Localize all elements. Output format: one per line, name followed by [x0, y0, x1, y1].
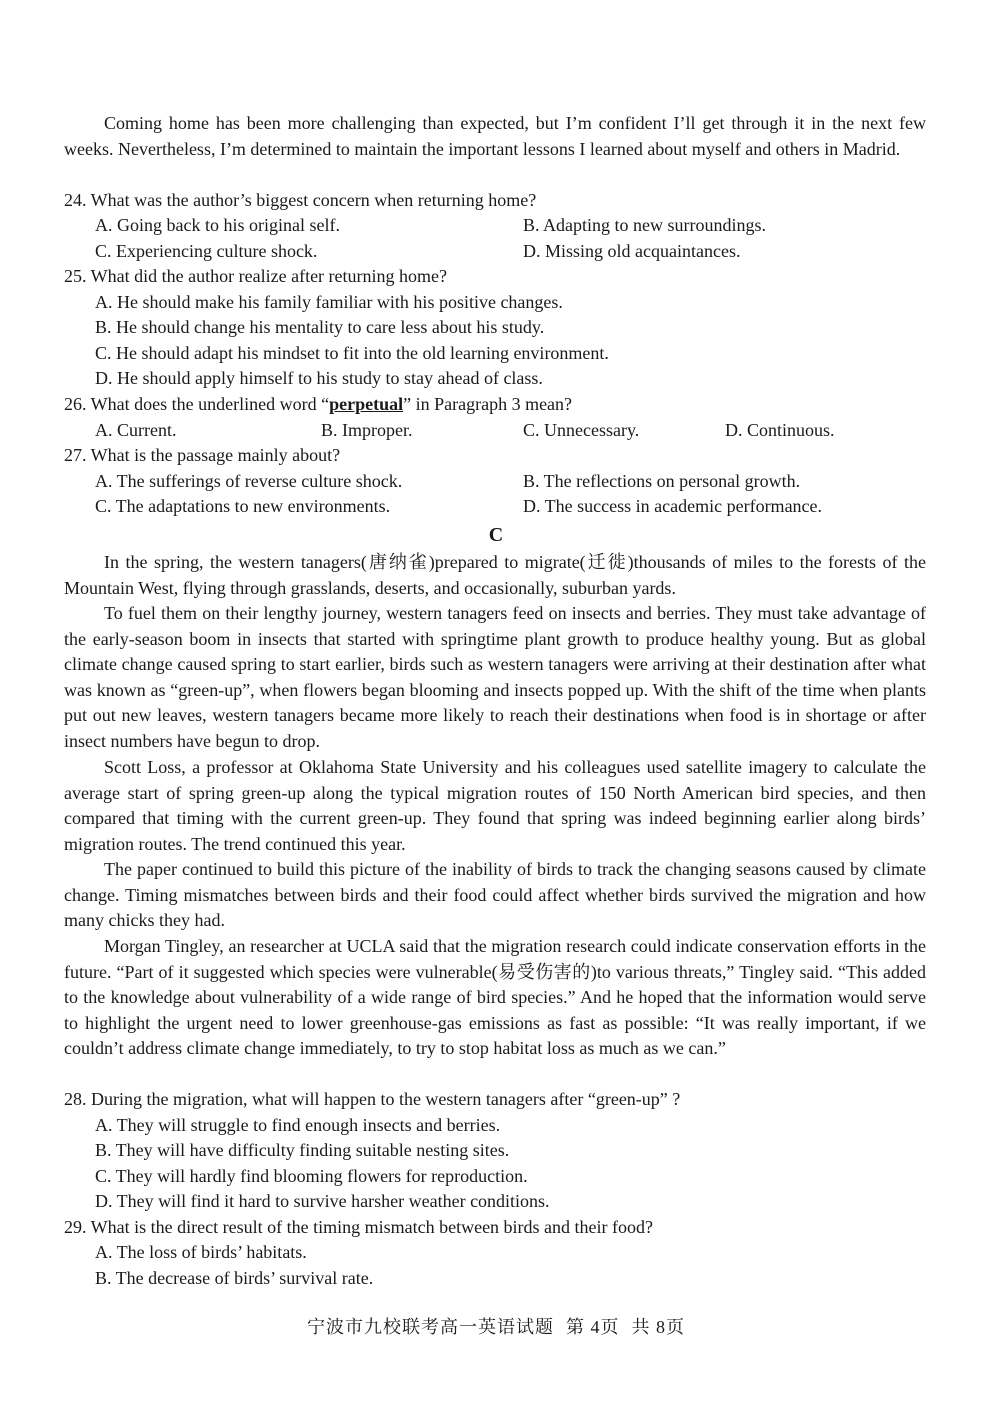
q26-option-a: A. Current.	[95, 420, 177, 440]
q29-option-b: B. The decrease of birds’ survival rate.	[95, 1268, 374, 1288]
q27-option-a: A. The sufferings of reverse culture shock.	[95, 471, 403, 491]
q24-option-a: A. Going back to his original self.	[95, 215, 340, 235]
passage-c-paragraph-5: Morgan Tingley, an researcher at UCLA said that the migration research could indicate conservation efforts in the future. “Part of it suggested which species were vulnerable(易受伤害的)to various threats,” Tingley said. “This added to the knowledge about vulnerability of a wide range of bird species.” And he hoped that the information would serve to highlight the urgent need to lower greenhouse-gas emissions as fast as possible: “It was really important, if we couldn’t address climate change immediately, to try to stop habitat loss as much as we can.”	[64, 936, 926, 1059]
q26-option-b: B. Improper.	[321, 420, 413, 440]
q27-option-b: B. The reflections on personal growth.	[523, 471, 801, 491]
q24-option-d: D. Missing old acquaintances.	[523, 241, 741, 261]
footer-total-pages: 共 8页	[631, 1317, 685, 1337]
q28-option-c: C. They will hardly find blooming flowers for reproduction.	[95, 1166, 528, 1186]
passage-b-closing-paragraph: Coming home has been more challenging than expected, but I’m confident I’ll get through it in the next few weeks. Nevertheless, I’m determined to maintain the important lessons I learned about myself and others in Madrid.	[64, 113, 926, 159]
footer-exam-title: 宁波市九校联考高一英语试题	[307, 1317, 554, 1337]
q27-option-c: C. The adaptations to new environments.	[95, 496, 391, 516]
passage-c-paragraph-1: In the spring, the western tanagers(唐纳雀)prepared to migrate(迁徙)thousands of miles to the forests of the Mountain West, flying through grasslands, deserts, and occasionally, suburban yards.	[64, 552, 926, 598]
page-footer	[0, 1315, 992, 1339]
q27-option-d: D. The success in academic performance.	[523, 496, 823, 516]
question-26	[64, 392, 572, 417]
q26-prefix: 26. What does the underlined word “	[64, 394, 330, 414]
q24-option-b: B. Adapting to new surroundings.	[523, 215, 766, 235]
q28-option-d: D. They will find it hard to survive harsher weather conditions.	[95, 1191, 550, 1211]
passage-c-paragraph-2: To fuel them on their lengthy journey, western tanagers feed on insects and berries. They must take advantage of the early-season boom in insects that started with springtime plant growth to produce healthy young. But as global climate change caused spring to start earlier, birds such as western tanagers were arriving at their destination after what was known as “green-up”, when flowers began blooming and insects popped up. With the shift of the time when plants put out new leaves, western tanagers became more likely to reach their destinations when food is in shortage or after insect numbers have begun to drop.	[64, 603, 926, 751]
q25-option-d: D. He should apply himself to his study to stay ahead of class.	[95, 368, 543, 388]
q25-option-c: C. He should adapt his mindset to fit into the old learning environment.	[95, 343, 609, 363]
footer-page-number: 第 4页	[566, 1317, 620, 1337]
question-28: 28. During the migration, what will happen to the western tanagers after “green-up” ?	[64, 1089, 681, 1109]
question-25: 25. What did the author realize after returning home?	[64, 266, 448, 286]
q24-option-c: C. Experiencing culture shock.	[95, 241, 318, 261]
q25-option-b: B. He should change his mentality to care less about his study.	[95, 317, 545, 337]
underlined-word: perpetual	[329, 394, 404, 414]
q26-option-d: D. Continuous.	[725, 420, 835, 440]
passage-c-paragraph-3: Scott Loss, a professor at Oklahoma State University and his colleagues used satellite imagery to calculate the average start of spring green-up along the typical migration routes of 150 North American bird species, and then compared that timing with the current green-up. They found that spring was indeed beginning earlier along birds’ migration routes. The trend continued this year.	[64, 757, 926, 854]
q25-option-a: A. He should make his family familiar with his positive changes.	[95, 292, 563, 312]
question-27: 27. What is the passage mainly about?	[64, 445, 341, 465]
q26-suffix: ” in Paragraph 3 mean?	[403, 394, 573, 414]
q29-option-a: A. The loss of birds’ habitats.	[95, 1242, 307, 1262]
question-29: 29. What is the direct result of the timing mismatch between birds and their food?	[64, 1217, 654, 1237]
section-heading: C	[488, 524, 504, 546]
question-24: 24. What was the author’s biggest concern when returning home?	[64, 190, 537, 210]
q28-option-a: A. They will struggle to find enough insects and berries.	[95, 1115, 501, 1135]
q26-option-c: C. Unnecessary.	[523, 420, 640, 440]
q28-option-b: B. They will have difficulty finding suitable nesting sites.	[95, 1140, 510, 1160]
passage-c-paragraph-4: The paper continued to build this picture of the inability of birds to track the changing seasons caused by climate change. Timing mismatches between birds and their food could affect whether birds survived the migration and how many chicks they had.	[64, 859, 926, 931]
